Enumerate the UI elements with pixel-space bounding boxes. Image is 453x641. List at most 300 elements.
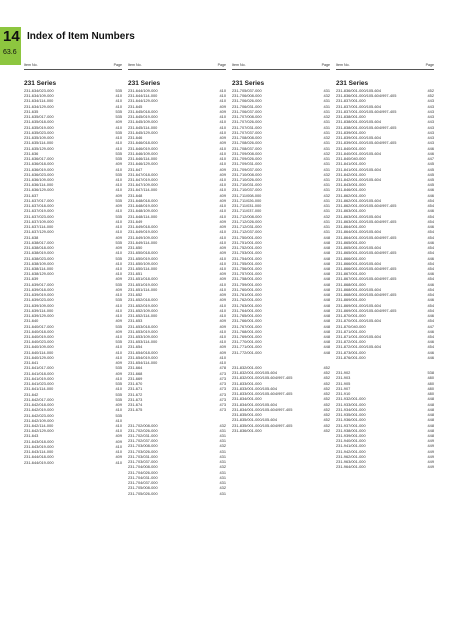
item-number: 231-637/017-000 xyxy=(24,197,54,203)
page-number: 409 xyxy=(219,318,226,324)
item-number: 231-702/008-000 xyxy=(128,422,158,428)
page-number: 409 xyxy=(115,161,122,167)
item-number: 231-664 xyxy=(128,365,143,371)
group-spacer xyxy=(128,413,226,423)
item-number: 231-840/001-000 xyxy=(336,145,366,151)
item-number: 231-864/001-000/105-604 xyxy=(336,229,381,235)
item-number: 231-873/001-000 xyxy=(336,349,366,355)
page-number: 473 xyxy=(219,391,226,397)
page-number: 410 xyxy=(219,307,226,313)
page-number: 410 xyxy=(115,417,122,423)
page-number: 535 xyxy=(115,281,122,287)
page-number: 480 xyxy=(427,385,434,391)
page-number: 410 xyxy=(115,349,122,355)
item-number: 231-639/109-000 xyxy=(24,302,54,308)
page-number: 431 xyxy=(323,224,330,230)
item-number: 231-938/001-000 xyxy=(336,427,366,433)
item-number: 231-933/001-000 xyxy=(336,401,366,407)
item-number: 231-639/018-000 xyxy=(24,286,54,292)
page-number: 409 xyxy=(219,140,226,146)
item-number: 231-935/001-000 xyxy=(336,412,366,418)
page-number: 410 xyxy=(115,459,122,465)
page-number: 454 xyxy=(427,229,434,235)
index-column-4 xyxy=(336,63,434,615)
item-number: 231-768/001-000 xyxy=(232,328,262,334)
page-number: 443 xyxy=(427,129,434,135)
item-number: 231-641/018-000 xyxy=(24,370,54,376)
item-number: 231-708/008-000 xyxy=(232,135,262,141)
page-number: 480 xyxy=(427,391,434,397)
item-number: 231-706/037-000 xyxy=(232,108,262,114)
item-number: 231-648/019-000 xyxy=(128,203,158,209)
item-number: 231-650/109-000 xyxy=(128,260,158,266)
item-number: 231-868/001-000/105-604/997-405 xyxy=(336,292,397,298)
item-number: 231-839/001-000/105-604/997-405 xyxy=(336,140,397,146)
item-number: 231-640/017-000 xyxy=(24,323,54,329)
page-number: 448 xyxy=(427,401,434,407)
item-number: 231-703/037-000 xyxy=(128,459,158,465)
item-number: 231-649/019-000 xyxy=(128,229,158,235)
item-number: 231-702/031-000 xyxy=(128,433,158,438)
page-number: 410 xyxy=(219,239,226,245)
item-number: 231-635/023-000 xyxy=(24,129,54,135)
page-number: 446 xyxy=(427,255,434,261)
page-number: 410 xyxy=(219,265,226,271)
item-number: 231-652/109-000 xyxy=(128,307,158,313)
page-number: 410 xyxy=(219,328,226,334)
item-number: 231-761/001-000 xyxy=(232,292,262,298)
page-number: 452 xyxy=(323,380,330,386)
item-number: 231-646/018-000 xyxy=(128,140,158,146)
item-number: 231-712/031-000 xyxy=(232,224,262,230)
item-number: 231-642/017-000 xyxy=(24,396,54,402)
chapter-page-ref: 63.6 xyxy=(3,49,17,56)
page-number: 452 xyxy=(323,406,330,412)
item-number: 231-642 xyxy=(24,391,39,397)
item-number: 231-863/001-000 xyxy=(336,208,366,214)
page-number: 454 xyxy=(427,260,434,266)
page-number: 535 xyxy=(115,171,122,177)
item-number: 231-907 xyxy=(336,385,351,391)
page-number: 446 xyxy=(427,313,434,319)
item-number: 231-863/001-000/105-604 xyxy=(336,213,381,219)
item-number: 231-645/109-000 xyxy=(128,119,158,125)
page-number: 431 xyxy=(323,156,330,162)
item-number: 231-636/018-000 xyxy=(24,161,54,167)
item-number: 231-712/037-000 xyxy=(232,229,262,235)
page-number: 410 xyxy=(115,354,122,360)
page-number: 448 xyxy=(323,281,330,287)
page-number: 431 xyxy=(323,176,330,182)
page-number: 535 xyxy=(115,129,122,135)
page-number: 432 xyxy=(219,485,226,491)
item-number: 231-646 xyxy=(128,135,143,141)
page-number: 454 xyxy=(427,276,434,282)
page-number: 473 xyxy=(219,381,226,387)
page-number: 535 xyxy=(115,339,122,345)
page-number: 431 xyxy=(323,88,330,93)
page-number: 432 xyxy=(323,114,330,120)
item-number: 231-670 xyxy=(128,381,143,387)
item-number: 231-833/001-000/105-604/997-405 xyxy=(232,391,293,397)
page-number: 431 xyxy=(323,108,330,114)
item-number: 231-638/017-000 xyxy=(24,239,54,245)
item-number: 231-703/031-000 xyxy=(128,453,158,459)
page-number: 454 xyxy=(427,344,434,350)
page-number: 410 xyxy=(219,354,226,360)
page-number: 410 xyxy=(219,302,226,308)
page-number: 410 xyxy=(219,229,226,235)
item-number: 231-638/018-000 xyxy=(24,245,54,251)
page-number: 535 xyxy=(115,365,122,371)
item-number: 231-835/001-000/105-604/997-405 xyxy=(232,422,293,428)
page-number: 410 xyxy=(115,224,122,230)
page-number: 448 xyxy=(427,427,434,433)
item-number: 231-644/109-000 xyxy=(128,88,158,93)
item-number: 231-769/001-000 xyxy=(232,334,262,340)
item-number: 231-838/001-000/105-604 xyxy=(336,119,381,125)
page-number: 431 xyxy=(323,197,330,203)
page-number: 454 xyxy=(427,307,434,313)
item-number: 231-705/008-000 xyxy=(128,485,158,491)
item-number: 231-654/019-000 xyxy=(128,354,158,360)
item-number: 231-673 xyxy=(128,396,143,402)
page-number: 410 xyxy=(115,124,122,130)
page-number: 431 xyxy=(323,208,330,214)
page-number: 409 xyxy=(115,328,122,334)
item-number: 231-674 xyxy=(128,402,143,408)
item-number: 231-639/114-000 xyxy=(24,307,54,313)
page-number: 409 xyxy=(115,286,122,292)
item-number: 231-645/129-000 xyxy=(128,129,158,135)
page-number: 409 xyxy=(219,218,226,224)
item-number: 231-767/001-000 xyxy=(232,323,262,329)
item-number: 231-636/017-000 xyxy=(24,156,54,162)
series-heading: 231 Series xyxy=(232,80,265,87)
item-number: 231-832/001-000 xyxy=(232,364,262,370)
item-number: 231-710/008-000 xyxy=(232,171,262,177)
page-number: 535 xyxy=(115,239,122,245)
item-number: 231-868/001-000 xyxy=(336,281,366,287)
item-number: 231-837/001-000/105-604/997-405 xyxy=(336,108,397,114)
page-number: 454 xyxy=(427,250,434,256)
page-number: 452 xyxy=(323,412,330,418)
page-number: 446 xyxy=(427,281,434,287)
item-number: 231-645/018-000 xyxy=(128,108,158,114)
page-number: 445 xyxy=(427,176,434,182)
page-number: 448 xyxy=(323,234,330,240)
page-number: 478 xyxy=(219,365,226,371)
item-number: 231-642/019-000 xyxy=(24,407,54,413)
index-columns xyxy=(24,63,444,615)
item-number: 231-762/001-000 xyxy=(232,297,262,303)
page-number: 410 xyxy=(219,213,226,219)
page-number: 431 xyxy=(323,182,330,188)
page-number: 449 xyxy=(427,448,434,454)
item-number: 231-640/114-000 xyxy=(24,349,54,355)
page-number: 448 xyxy=(323,302,330,308)
item-number: 231-866/001-000/105-604 xyxy=(336,260,381,266)
page-number: 410 xyxy=(115,98,122,104)
item-number: 231-637/129-000 xyxy=(24,229,54,235)
item-number: 231-635/129-000 xyxy=(24,145,54,151)
page-number: 431 xyxy=(219,448,226,454)
item-number: 231-867/001-000/105-604/997-405 xyxy=(336,276,397,282)
index-column-3 xyxy=(232,63,330,615)
page-number: 410 xyxy=(219,286,226,292)
item-number: 231-635 xyxy=(24,108,39,114)
item-number: 231-652/114-000 xyxy=(128,313,158,319)
index-row xyxy=(336,464,434,469)
header-page: Page xyxy=(321,63,330,67)
page-number: 410 xyxy=(115,176,122,182)
item-number: 231-902 xyxy=(336,370,351,376)
page-number: 447 xyxy=(427,323,434,329)
page-number: 448 xyxy=(427,396,434,402)
item-number: 231-876/001-000 xyxy=(336,354,366,360)
item-number: 231-770/001-000 xyxy=(232,339,262,345)
page-number: 410 xyxy=(219,88,226,93)
page-number: 409 xyxy=(115,119,122,125)
item-number: 231-635/019-000 xyxy=(24,124,54,130)
item-number: 231-838/001-000 xyxy=(336,114,366,120)
item-number: 231-842/001-000/105-604 xyxy=(336,176,381,182)
item-number: 231-643/019-000 xyxy=(24,443,54,449)
page-number: 410 xyxy=(115,302,122,308)
item-number: 231-646/114-000 xyxy=(128,156,158,162)
item-number: 231-647/114-000 xyxy=(128,187,158,193)
item-number: 231-864/001-000 xyxy=(336,224,366,230)
item-number: 231-962/001-000 xyxy=(336,453,366,459)
item-number: 231-704/031-000 xyxy=(128,474,158,480)
page-number: 410 xyxy=(219,98,226,104)
item-number: 231-637/114-000 xyxy=(24,224,54,230)
index-row xyxy=(232,428,330,433)
page-number: 409 xyxy=(115,203,122,209)
page-number: 432 xyxy=(323,93,330,99)
item-number: 231-651/114-000 xyxy=(128,286,158,292)
item-number: 231-640/023-000 xyxy=(24,339,54,345)
page-number: 431 xyxy=(219,433,226,438)
page-number: 409 xyxy=(219,224,226,230)
item-number: 231-771/001-000 xyxy=(232,344,262,350)
item-number: 231-647/018-000 xyxy=(128,171,158,177)
item-number: 231-647/109-000 xyxy=(128,182,158,188)
page-number: 431 xyxy=(219,490,226,496)
page-number: 431 xyxy=(219,469,226,475)
item-number: 231-640/109-000 xyxy=(24,344,54,350)
page-number: 410 xyxy=(115,386,122,392)
page-number: 448 xyxy=(323,250,330,256)
page-number: 410 xyxy=(219,339,226,345)
page-number: 410 xyxy=(115,145,122,151)
column-header xyxy=(336,63,434,70)
page-number: 446 xyxy=(427,224,434,230)
item-number: 231-637/019-000 xyxy=(24,208,54,214)
page-number: 535 xyxy=(115,297,122,303)
item-number: 231-707/031-000 xyxy=(232,124,262,130)
page-number: 446 xyxy=(427,354,434,360)
item-number: 231-648/114-000 xyxy=(128,213,158,219)
column-header xyxy=(128,63,226,70)
page-number: 432 xyxy=(323,171,330,177)
page-number: 410 xyxy=(219,208,226,214)
page-number: 454 xyxy=(427,213,434,219)
page-number: 432 xyxy=(219,464,226,470)
page-number: 452 xyxy=(323,422,330,428)
item-number: 231-865/001-000/105-604/997-405 xyxy=(336,250,397,256)
item-number: 231-675 xyxy=(128,407,143,413)
page-number: 445 xyxy=(427,171,434,177)
page-number: 410 xyxy=(219,150,226,156)
page-number: 448 xyxy=(323,276,330,282)
page-number: 448 xyxy=(323,271,330,277)
item-number: 231-711/037-000 xyxy=(232,208,262,214)
page-number: 409 xyxy=(219,166,226,172)
page-number: 431 xyxy=(323,203,330,209)
item-number: 231-710/031-000 xyxy=(232,182,262,188)
page-number: 431 xyxy=(219,474,226,480)
page-number: 443 xyxy=(427,114,434,120)
item-number: 231-635/109-000 xyxy=(24,135,54,141)
item-number: 231-642/023-000 xyxy=(24,412,54,418)
item-number: 231-756/001-000 xyxy=(232,265,262,271)
page-number: 409 xyxy=(219,349,226,355)
item-number: 231-709/008-000 xyxy=(232,150,262,156)
page-number: 410 xyxy=(219,281,226,287)
page-number: 448 xyxy=(427,406,434,412)
item-number: 231-932/001-000 xyxy=(336,396,366,402)
page-number: 535 xyxy=(115,396,122,402)
page-number: 431 xyxy=(323,119,330,125)
page-number: 409 xyxy=(219,292,226,298)
page-number: 410 xyxy=(115,135,122,141)
item-number: 231-758/001-000 xyxy=(232,276,262,282)
item-number: 231-703/008-000 xyxy=(128,443,158,449)
page-number: 448 xyxy=(323,328,330,334)
page-number: 454 xyxy=(427,234,434,240)
page-number: 446 xyxy=(427,187,434,193)
item-number: 231-841/001-000 xyxy=(336,161,366,167)
item-number: 231-712/008-000 xyxy=(232,213,262,219)
page-number: 431 xyxy=(323,129,330,135)
page-number: 448 xyxy=(323,297,330,303)
item-number: 231-910 xyxy=(336,391,351,397)
page-number: 409 xyxy=(219,192,226,198)
page-number: 410 xyxy=(219,182,226,188)
page-number: 432 xyxy=(323,213,330,219)
item-number: 231-654/114-000 xyxy=(128,360,158,366)
page-title: Index of Item Numbers xyxy=(27,31,135,42)
page-number: 445 xyxy=(427,161,434,167)
item-number: 231-645/019-000 xyxy=(128,114,158,120)
item-number: 231-764/001-000 xyxy=(232,307,262,313)
item-number: 231-637/023-000 xyxy=(24,213,54,219)
page-number: 454 xyxy=(427,286,434,292)
page-number: 448 xyxy=(323,344,330,350)
page-number: 409 xyxy=(115,276,122,282)
item-number: 231-642/018-000 xyxy=(24,402,54,408)
page-number: 431 xyxy=(323,187,330,193)
page-number: 409 xyxy=(219,245,226,251)
item-number: 231-644/019-000 xyxy=(24,459,54,465)
page-number: 409 xyxy=(115,245,122,251)
page-number: 446 xyxy=(427,145,434,151)
item-number: 231-934/001-000 xyxy=(336,406,366,412)
page-number: 535 xyxy=(115,108,122,114)
item-number: 231-635/114-000 xyxy=(24,140,54,146)
item-number: 231-704/026-000 xyxy=(128,469,158,475)
item-number: 231-840/040-000 xyxy=(336,156,366,162)
item-number: 231-652/018-000 xyxy=(128,297,158,303)
chapter-number: 14 xyxy=(3,28,20,45)
item-number: 231-869/001-000/105-604 xyxy=(336,302,381,308)
page-number: 410 xyxy=(115,103,122,109)
item-number: 231-634/129-000 xyxy=(24,103,54,109)
page-number: 448 xyxy=(323,292,330,298)
page-number: 410 xyxy=(115,292,122,298)
item-number: 231-866/001-000/105-604/997-405 xyxy=(336,265,397,271)
page-number: 409 xyxy=(219,197,226,203)
item-number: 231-651/018-000 xyxy=(128,276,158,282)
page-number: 448 xyxy=(427,412,434,418)
page-number: 410 xyxy=(219,119,226,125)
page-number: 410 xyxy=(219,176,226,182)
item-number: 231-711/008-000 xyxy=(232,192,262,198)
item-number: 231-712/026-000 xyxy=(232,218,262,224)
item-number: 231-766/001-000 xyxy=(232,318,262,324)
item-number: 231-709/037-000 xyxy=(232,166,262,172)
page-number: 452 xyxy=(427,93,434,99)
page-number: 409 xyxy=(115,402,122,408)
page-number: 410 xyxy=(219,187,226,193)
page-number: 454 xyxy=(427,218,434,224)
chapter-tab xyxy=(0,27,21,65)
item-number: 231-641/019-000 xyxy=(24,375,54,381)
page-number: 432 xyxy=(323,150,330,156)
item-number: 231-869/001-000/105-604/997-405 xyxy=(336,307,397,313)
item-number: 231-639/019-000 xyxy=(24,292,54,298)
page-number: 452 xyxy=(323,391,330,397)
page-number: 409 xyxy=(115,433,122,439)
page-number: 443 xyxy=(427,140,434,146)
page-number: 410 xyxy=(115,218,122,224)
item-number: 231-937/001-000 xyxy=(336,422,366,428)
item-number: 231-706/026-000 xyxy=(232,98,262,104)
item-number: 231-648 xyxy=(128,192,143,198)
page-number: 448 xyxy=(427,417,434,423)
item-number: 231-710/026-000 xyxy=(232,176,262,182)
page-number: 454 xyxy=(427,245,434,251)
item-number: 231-835/001-000/105-604 xyxy=(232,417,277,423)
header-page: Page xyxy=(113,63,122,67)
item-number: 231-639/129-000 xyxy=(24,313,54,319)
item-number: 231-653/018-000 xyxy=(128,323,158,329)
page-number: 410 xyxy=(219,156,226,162)
item-number: 231-634/023-000 xyxy=(24,88,54,93)
item-number: 231-862/001-000/105-604/997-405 xyxy=(336,203,397,209)
column-header xyxy=(24,63,122,70)
page-number: 452 xyxy=(323,401,330,407)
page-number: 410 xyxy=(115,271,122,277)
item-number: 231-652/019-000 xyxy=(128,302,158,308)
item-number: 231-871/001-000 xyxy=(336,328,366,334)
item-number: 231-872/001-000/105-604 xyxy=(336,344,381,350)
item-number: 231-640/019-000 xyxy=(24,334,54,340)
page-number: 535 xyxy=(115,156,122,162)
page-number: 409 xyxy=(219,103,226,109)
item-number: 231-832/001-000/105-604/997-405 xyxy=(232,375,293,381)
